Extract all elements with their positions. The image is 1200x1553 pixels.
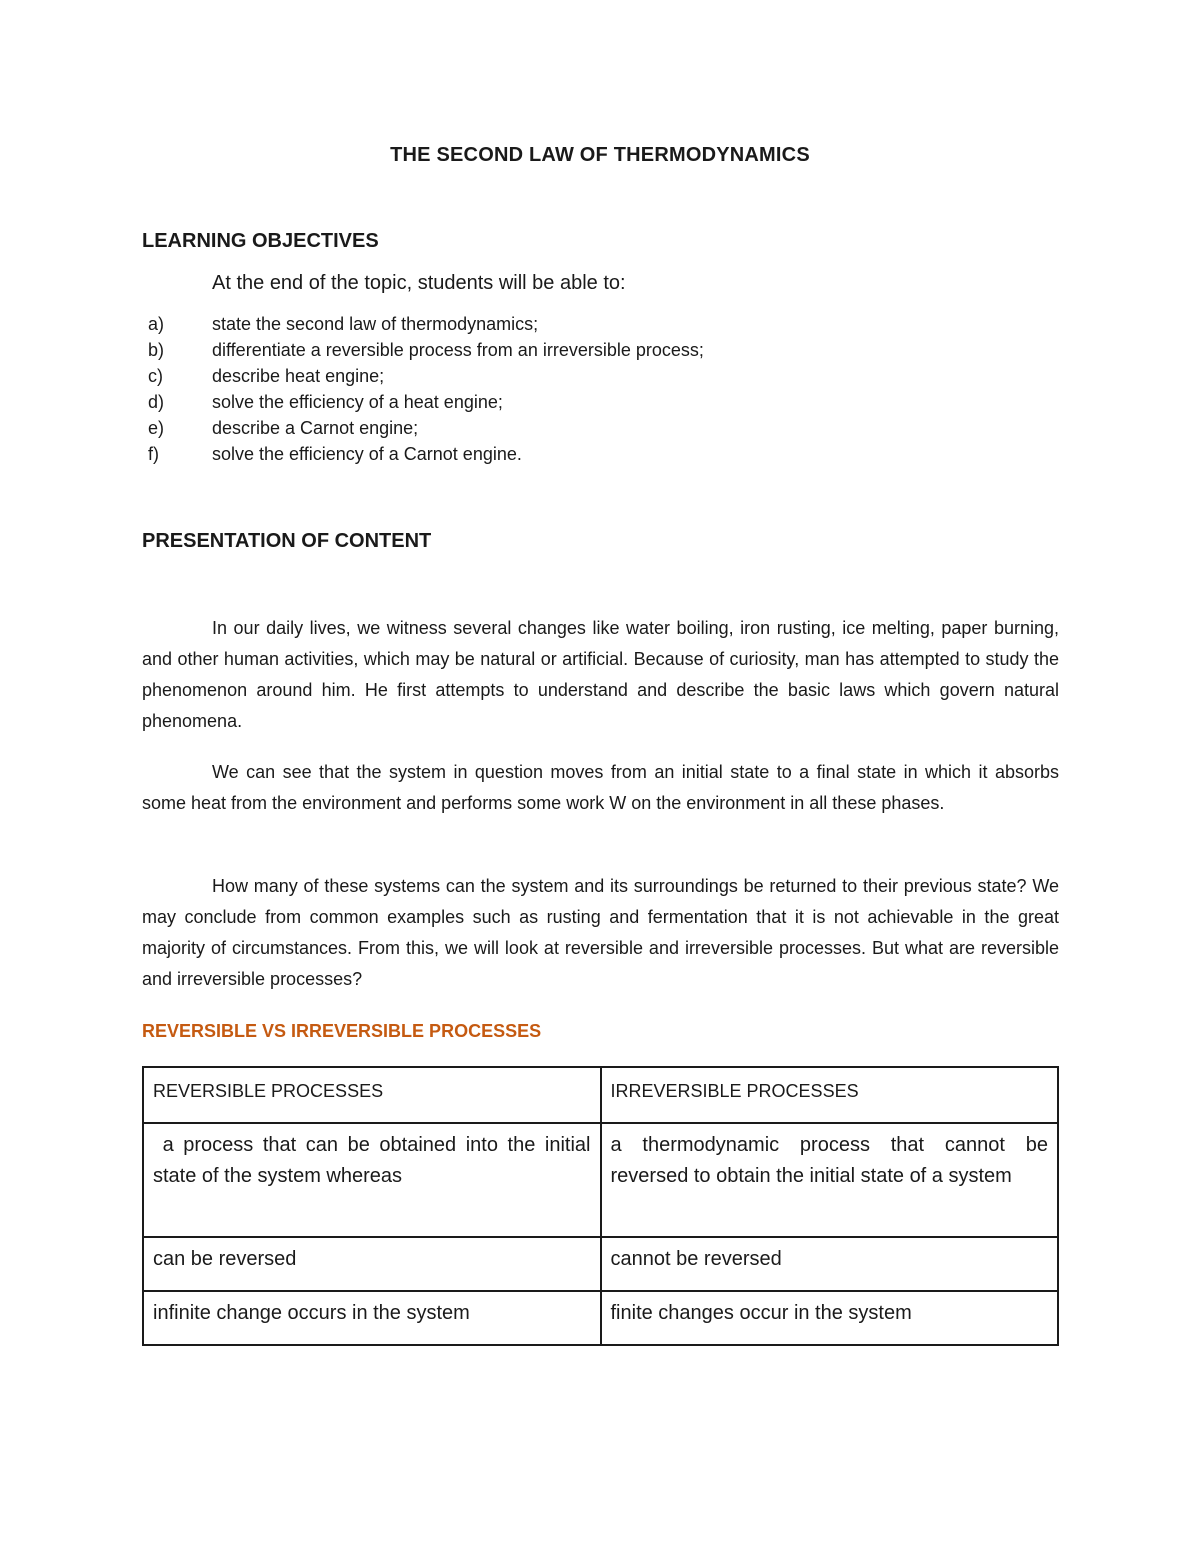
table-cell: finite changes occur in the system xyxy=(601,1291,1059,1345)
list-marker: a) xyxy=(148,314,165,334)
list-item-text: solve the efficiency of a Carnot engine. xyxy=(212,444,522,464)
list-item-text: state the second law of thermodynamics; xyxy=(212,314,539,334)
table-row xyxy=(143,1291,1058,1345)
table-cell: can be reversed xyxy=(143,1237,601,1291)
comparison-table xyxy=(142,1066,1059,1346)
table-cell: infinite change occurs in the system xyxy=(143,1291,601,1345)
list-marker: c) xyxy=(148,366,163,386)
objectives-list xyxy=(142,311,704,467)
table-row xyxy=(143,1237,1058,1291)
paragraph: How many of these systems can the system and its surroundings be returned to their previous state? We may conclude from common examples such as rusting and fermentation that it is not achievable in the great majority of circumstances. From this, we will look at reversible and irreversible processes. But what are reversible and irreversible processes? xyxy=(142,876,1059,989)
list-item xyxy=(142,415,704,441)
table-cell: a thermodynamic process that cannot be reversed to obtain the initial state of a system xyxy=(601,1123,1059,1237)
list-item xyxy=(142,363,704,389)
list-item-text: describe heat engine; xyxy=(212,366,385,386)
list-marker: b) xyxy=(148,340,165,360)
list-marker: f) xyxy=(148,444,159,464)
table-cell: cannot be reversed xyxy=(601,1237,1059,1291)
list-marker: e) xyxy=(148,418,165,438)
list-item xyxy=(142,441,704,467)
table-cell: a process that can be obtained into the initial state of the system whereas xyxy=(143,1123,601,1237)
list-item xyxy=(142,337,704,363)
table-row xyxy=(143,1123,1058,1237)
presentation-heading: PRESENTATION OF CONTENT xyxy=(142,530,432,552)
comparison-heading: REVERSIBLE VS IRREVERSIBLE PROCESSES xyxy=(142,1021,542,1041)
table-header-cell: REVERSIBLE PROCESSES xyxy=(143,1067,601,1123)
list-item-text: describe a Carnot engine; xyxy=(212,418,419,438)
page-title: THE SECOND LAW OF THERMODYNAMICS xyxy=(390,144,810,166)
list-item xyxy=(142,311,704,337)
learning-objectives-heading: LEARNING OBJECTIVES xyxy=(142,230,379,252)
list-item xyxy=(142,389,704,415)
table-header-cell: IRREVERSIBLE PROCESSES xyxy=(601,1067,1059,1123)
objectives-intro: At the end of the topic, students will be able to: xyxy=(212,272,626,294)
list-item-text: solve the efficiency of a heat engine; xyxy=(212,392,503,412)
paragraph: We can see that the system in question moves from an initial state to a final state in which it absorbs some heat from the environment and performs some work W on the environment in all these phases. xyxy=(142,762,1059,813)
table-header-row xyxy=(143,1067,1058,1123)
paragraph: In our daily lives, we witness several changes like water boiling, iron rusting, ice melting, paper burning, and other human activities, which may be natural or artificial. Because of curiosity, man has attempted to study the phenomenon around him. He first attempts to understand and describe the basic laws which govern natural phenomena. xyxy=(142,618,1059,731)
list-item-text: differentiate a reversible process from an irreversible process; xyxy=(212,340,704,360)
list-marker: d) xyxy=(148,392,165,412)
